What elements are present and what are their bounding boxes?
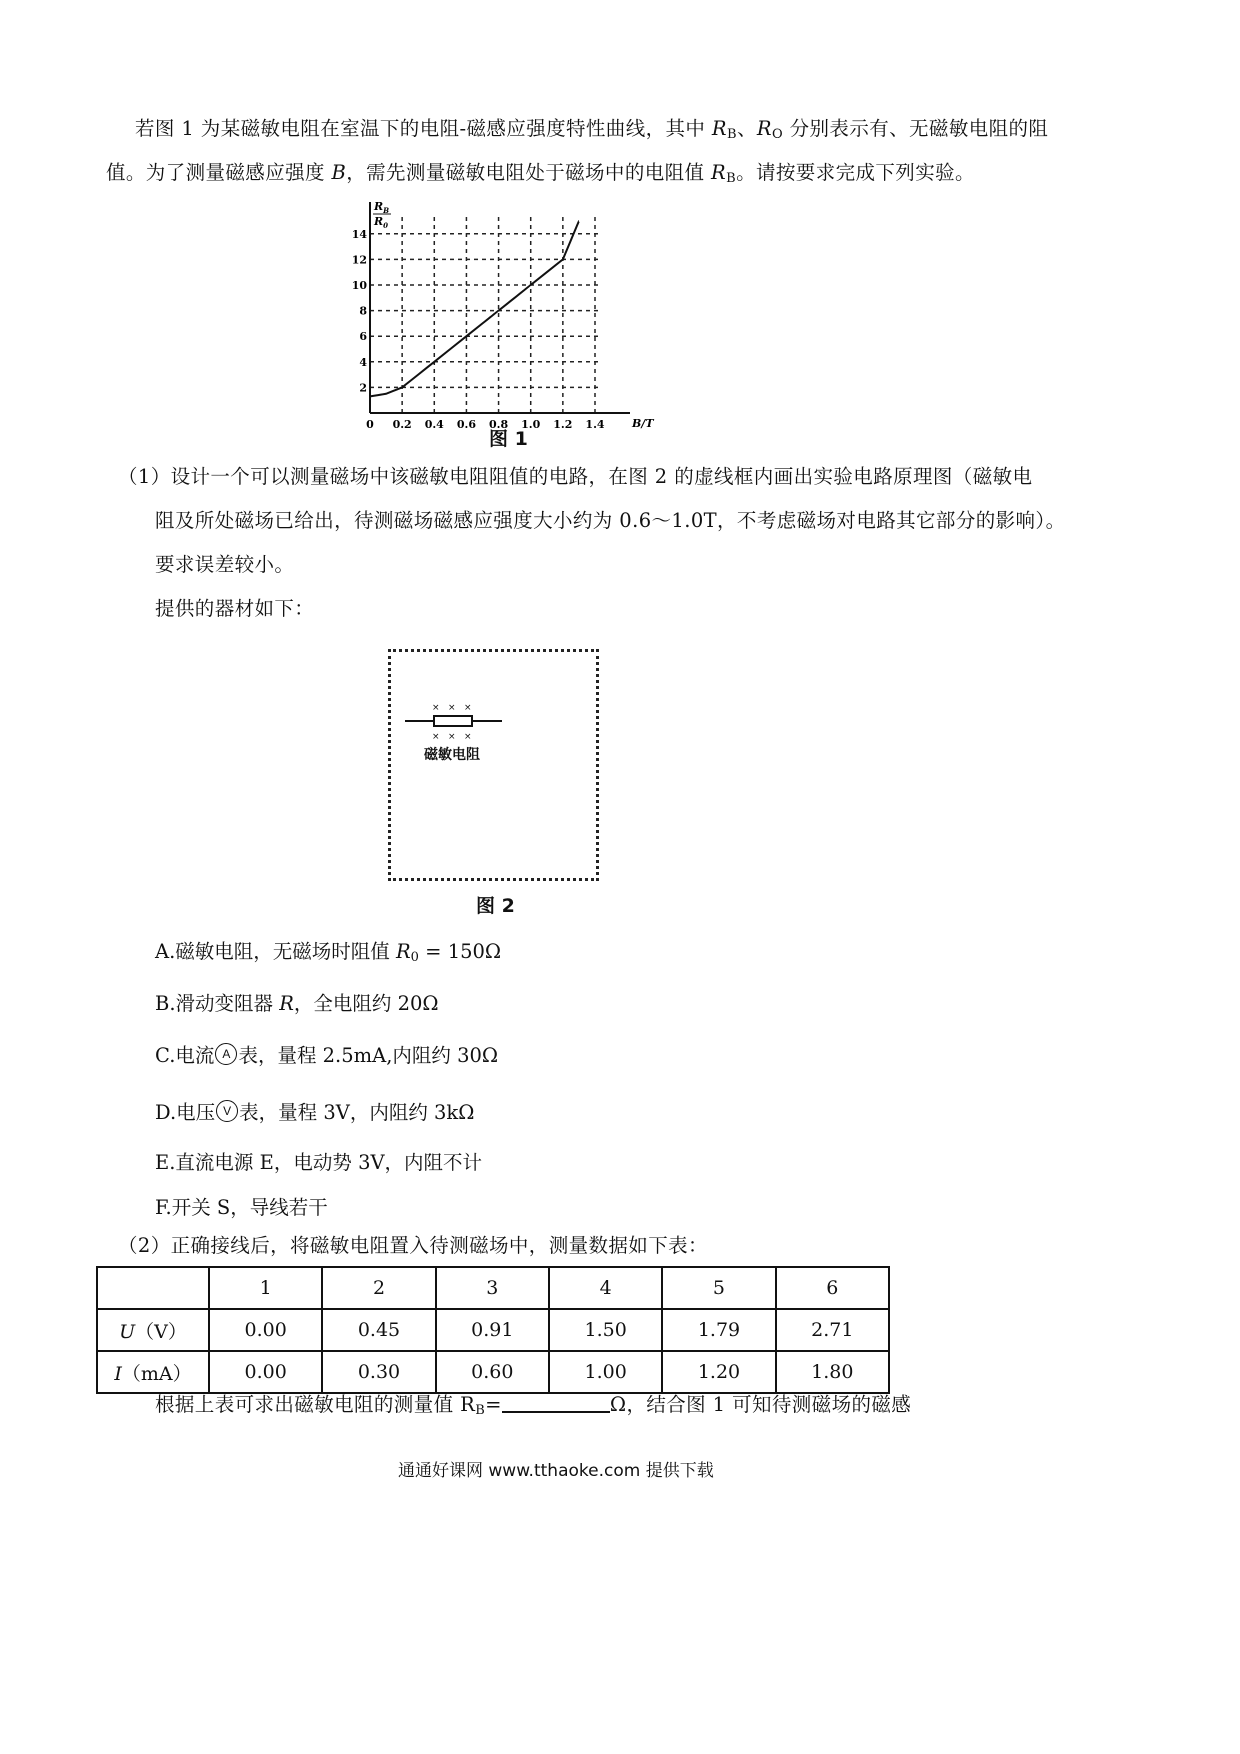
- rb-symbol-2: $R_B$: [711, 161, 737, 186]
- x-tick-label: 1.0: [521, 418, 541, 431]
- x-tick-label: 0.2: [392, 418, 412, 431]
- equipment-c: C.电流 A 表，量程 2.5mA,内阻约 30Ω: [155, 1044, 499, 1067]
- table-cell: 5: [662, 1267, 775, 1309]
- table-cell: 6: [776, 1267, 889, 1309]
- x-axis-label: B/T: [632, 417, 654, 430]
- field-mark: ×: [464, 703, 472, 713]
- table-cell: 1.50: [549, 1309, 662, 1351]
- svg-text:R0: $R_0$: [374, 215, 389, 230]
- x-tick-label: 1.2: [553, 418, 573, 431]
- q1-line-2: 阻及所处磁场已给出，待测磁场磁感应强度大小约为 0.6～1.0T，不考虑磁场对电路其它部分的影响）。: [155, 509, 1066, 532]
- equipment-d: D.电压 V 表，量程 3V，内阻约 3kΩ: [155, 1101, 475, 1124]
- equipment-b: B.滑动变阻器 R，全电阻约 20Ω: [155, 992, 439, 1015]
- field-mark: ×: [448, 732, 456, 742]
- field-mark: ×: [432, 732, 440, 742]
- row-label: I（mA）: [97, 1351, 209, 1393]
- x-tick-label: 0.4: [424, 418, 444, 431]
- x-tick-labels: [366, 418, 605, 431]
- y-axis-label: [373, 200, 391, 230]
- q1-line-4: 提供的器材如下：: [155, 597, 315, 620]
- table-cell: 0.00: [209, 1351, 322, 1393]
- equipment-e: E.直流电源 E，电动势 3V，内阻不计: [155, 1151, 483, 1174]
- y-tick-label: 12: [351, 253, 367, 267]
- figure1-caption: 图 1: [489, 428, 528, 450]
- y-tick-label: 2: [359, 381, 367, 395]
- field-mark: ×: [448, 703, 456, 713]
- table-cell: 1: [209, 1267, 322, 1309]
- equipment-a: A.磁敏电阻，无磁场时阻值 $R_0 = 150\Omega$: [155, 940, 502, 965]
- x-tick-label: 0: [366, 418, 374, 431]
- table-cell: 2.71: [776, 1309, 889, 1351]
- y-tick-label: 4: [359, 355, 367, 369]
- page-footer: 通通好课网 www.tthaoke.com 提供下载: [398, 1461, 714, 1481]
- y-tick-label: 14: [351, 227, 367, 241]
- data-table: [96, 1266, 890, 1394]
- table-row-voltage: [97, 1309, 889, 1351]
- figure2-caption: 图 2: [476, 895, 515, 917]
- rb-symbol: $R_B$: [711, 117, 737, 142]
- y-tick-label: 10: [351, 279, 367, 292]
- y-tick-label: 8: [359, 304, 367, 318]
- intro-line-2: 值。为了测量磁感应强度 B，需先测量磁敏电阻处于磁场中的电阻值 $R_B$。请按要求完成下列实验。: [106, 161, 975, 186]
- table-cell: [97, 1267, 209, 1309]
- q2-conclusion: 根据上表可求出磁敏电阻的测量值 $R_B= \Omega$，结合图 1 可知待测磁场的磁感: [155, 1393, 912, 1418]
- svg-text:RB: $R_B$: [374, 200, 390, 215]
- answer-blank[interactable]: [502, 1393, 610, 1413]
- q2-intro: （2）正确接线后，将磁敏电阻置入待测磁场中，测量数据如下表：: [118, 1234, 708, 1257]
- figure1-chart: [351, 196, 660, 431]
- table-header-row: [97, 1267, 889, 1309]
- table-row-current: [97, 1351, 889, 1393]
- table-cell: 1.79: [662, 1309, 775, 1351]
- magnetoresistor-symbol: [400, 700, 510, 742]
- ro-symbol: $R_O$: [756, 117, 784, 142]
- table-cell: 3: [436, 1267, 549, 1309]
- ammeter-icon: A: [215, 1043, 237, 1065]
- x-tick-label: 0.6: [456, 418, 476, 431]
- table-cell: 2: [322, 1267, 435, 1309]
- b-symbol: B: [331, 161, 347, 184]
- row-label: U（V）: [97, 1309, 209, 1351]
- table-cell: 1.80: [776, 1351, 889, 1393]
- series-curve: [370, 221, 579, 396]
- table-cell: 1.20: [662, 1351, 775, 1393]
- magnetoresistor-label: 磁敏电阻: [424, 747, 480, 763]
- field-mark: ×: [432, 703, 440, 713]
- x-tick-label: 0.8: [489, 418, 509, 431]
- field-mark: ×: [464, 732, 472, 742]
- chart-grid: [370, 213, 599, 413]
- table-cell: 4: [549, 1267, 662, 1309]
- table-cell: 0.91: [436, 1309, 549, 1351]
- x-tick-label: 1.4: [585, 418, 605, 431]
- y-tick-label: 6: [359, 330, 367, 344]
- voltmeter-icon: V: [216, 1100, 238, 1122]
- table-cell: 0.45: [322, 1309, 435, 1351]
- equipment-f: F.开关 S，导线若干: [155, 1196, 328, 1219]
- intro-line-1: 若图 1 为某磁敏电阻在室温下的电阻-磁感应强度特性曲线，其中 $R_B$、$R_O$ 分别表示有、无磁敏电阻的阻: [135, 117, 1049, 142]
- q1-line-3: 要求误差较小。: [155, 553, 295, 576]
- table-cell: 0.00: [209, 1309, 322, 1351]
- y-tick-labels: [352, 228, 368, 395]
- figure2-dashed-box[interactable]: [388, 649, 599, 881]
- table-cell: 0.30: [322, 1351, 435, 1393]
- q1-line-1: （1）设计一个可以测量磁场中该磁敏电阻阻值的电路，在图 2 的虚线框内画出实验电路原理图（磁敏电: [118, 465, 1033, 488]
- table-cell: 0.60: [436, 1351, 549, 1393]
- table-cell: 1.00: [549, 1351, 662, 1393]
